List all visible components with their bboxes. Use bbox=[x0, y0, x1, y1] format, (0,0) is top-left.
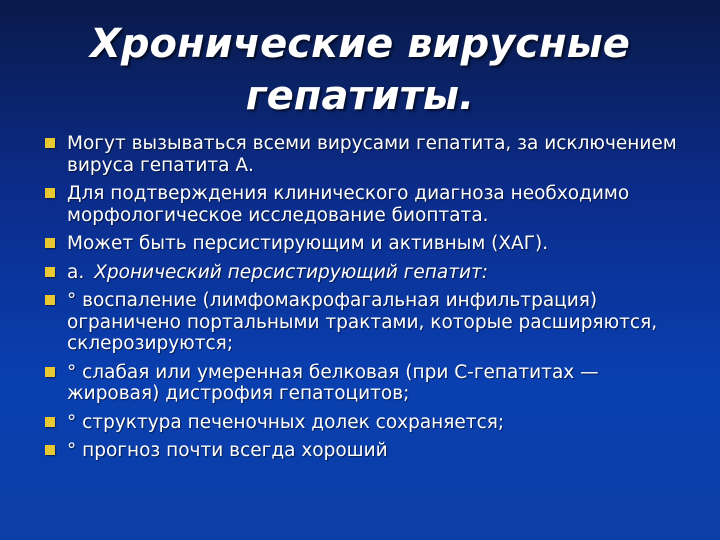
bullet-item bbox=[45, 440, 695, 462]
bullet-text: ° структура печеночных долек сохраняется; bbox=[67, 411, 505, 433]
bullet-text: ° воспаление (лимфомакрофагальная инфильтрация) ограничено портальными трактами, которые расширяются, склерозируются; bbox=[67, 290, 658, 354]
bullet-item bbox=[45, 262, 695, 284]
bullet-list bbox=[45, 133, 695, 469]
square-bullet-icon bbox=[45, 138, 55, 148]
bullet-item bbox=[45, 290, 695, 355]
bullet-item bbox=[45, 412, 695, 434]
square-bullet-icon bbox=[45, 188, 55, 198]
bullet-prefix: а. bbox=[67, 261, 85, 283]
bullet-text: Для подтверждения клинического диагноза необходимо морфологическое исследование биоптата. bbox=[67, 183, 630, 226]
bullet-item bbox=[45, 233, 695, 255]
square-bullet-icon bbox=[45, 367, 55, 377]
bullet-italic-text: Хронический персистирующий гепатит: bbox=[94, 261, 489, 283]
bullet-item bbox=[45, 183, 695, 226]
bullet-text: Могут вызываться всеми вирусами гепатита, за исключением вируса гепатита А. bbox=[67, 133, 677, 176]
bullet-text bbox=[67, 262, 695, 284]
square-bullet-icon bbox=[45, 238, 55, 248]
bullet-item bbox=[45, 362, 695, 405]
bullet-text: ° прогноз почти всегда хороший bbox=[67, 440, 388, 461]
slide-title-line-2: гепатиты. bbox=[245, 73, 475, 119]
square-bullet-icon bbox=[45, 295, 55, 305]
square-bullet-icon bbox=[45, 267, 55, 277]
square-bullet-icon bbox=[45, 445, 55, 455]
bullet-text: Может быть персистирующим и активным (ХАГ). bbox=[67, 233, 549, 254]
slide-title bbox=[0, 18, 720, 122]
bullet-item bbox=[45, 133, 695, 176]
slide-title-line-1: Хронические вирусные bbox=[90, 21, 630, 67]
bullet-text: ° слабая или умеренная белковая (при С-гепатитах — жировая) дистрофия гепатоцитов; bbox=[67, 361, 599, 404]
square-bullet-icon bbox=[45, 417, 55, 427]
